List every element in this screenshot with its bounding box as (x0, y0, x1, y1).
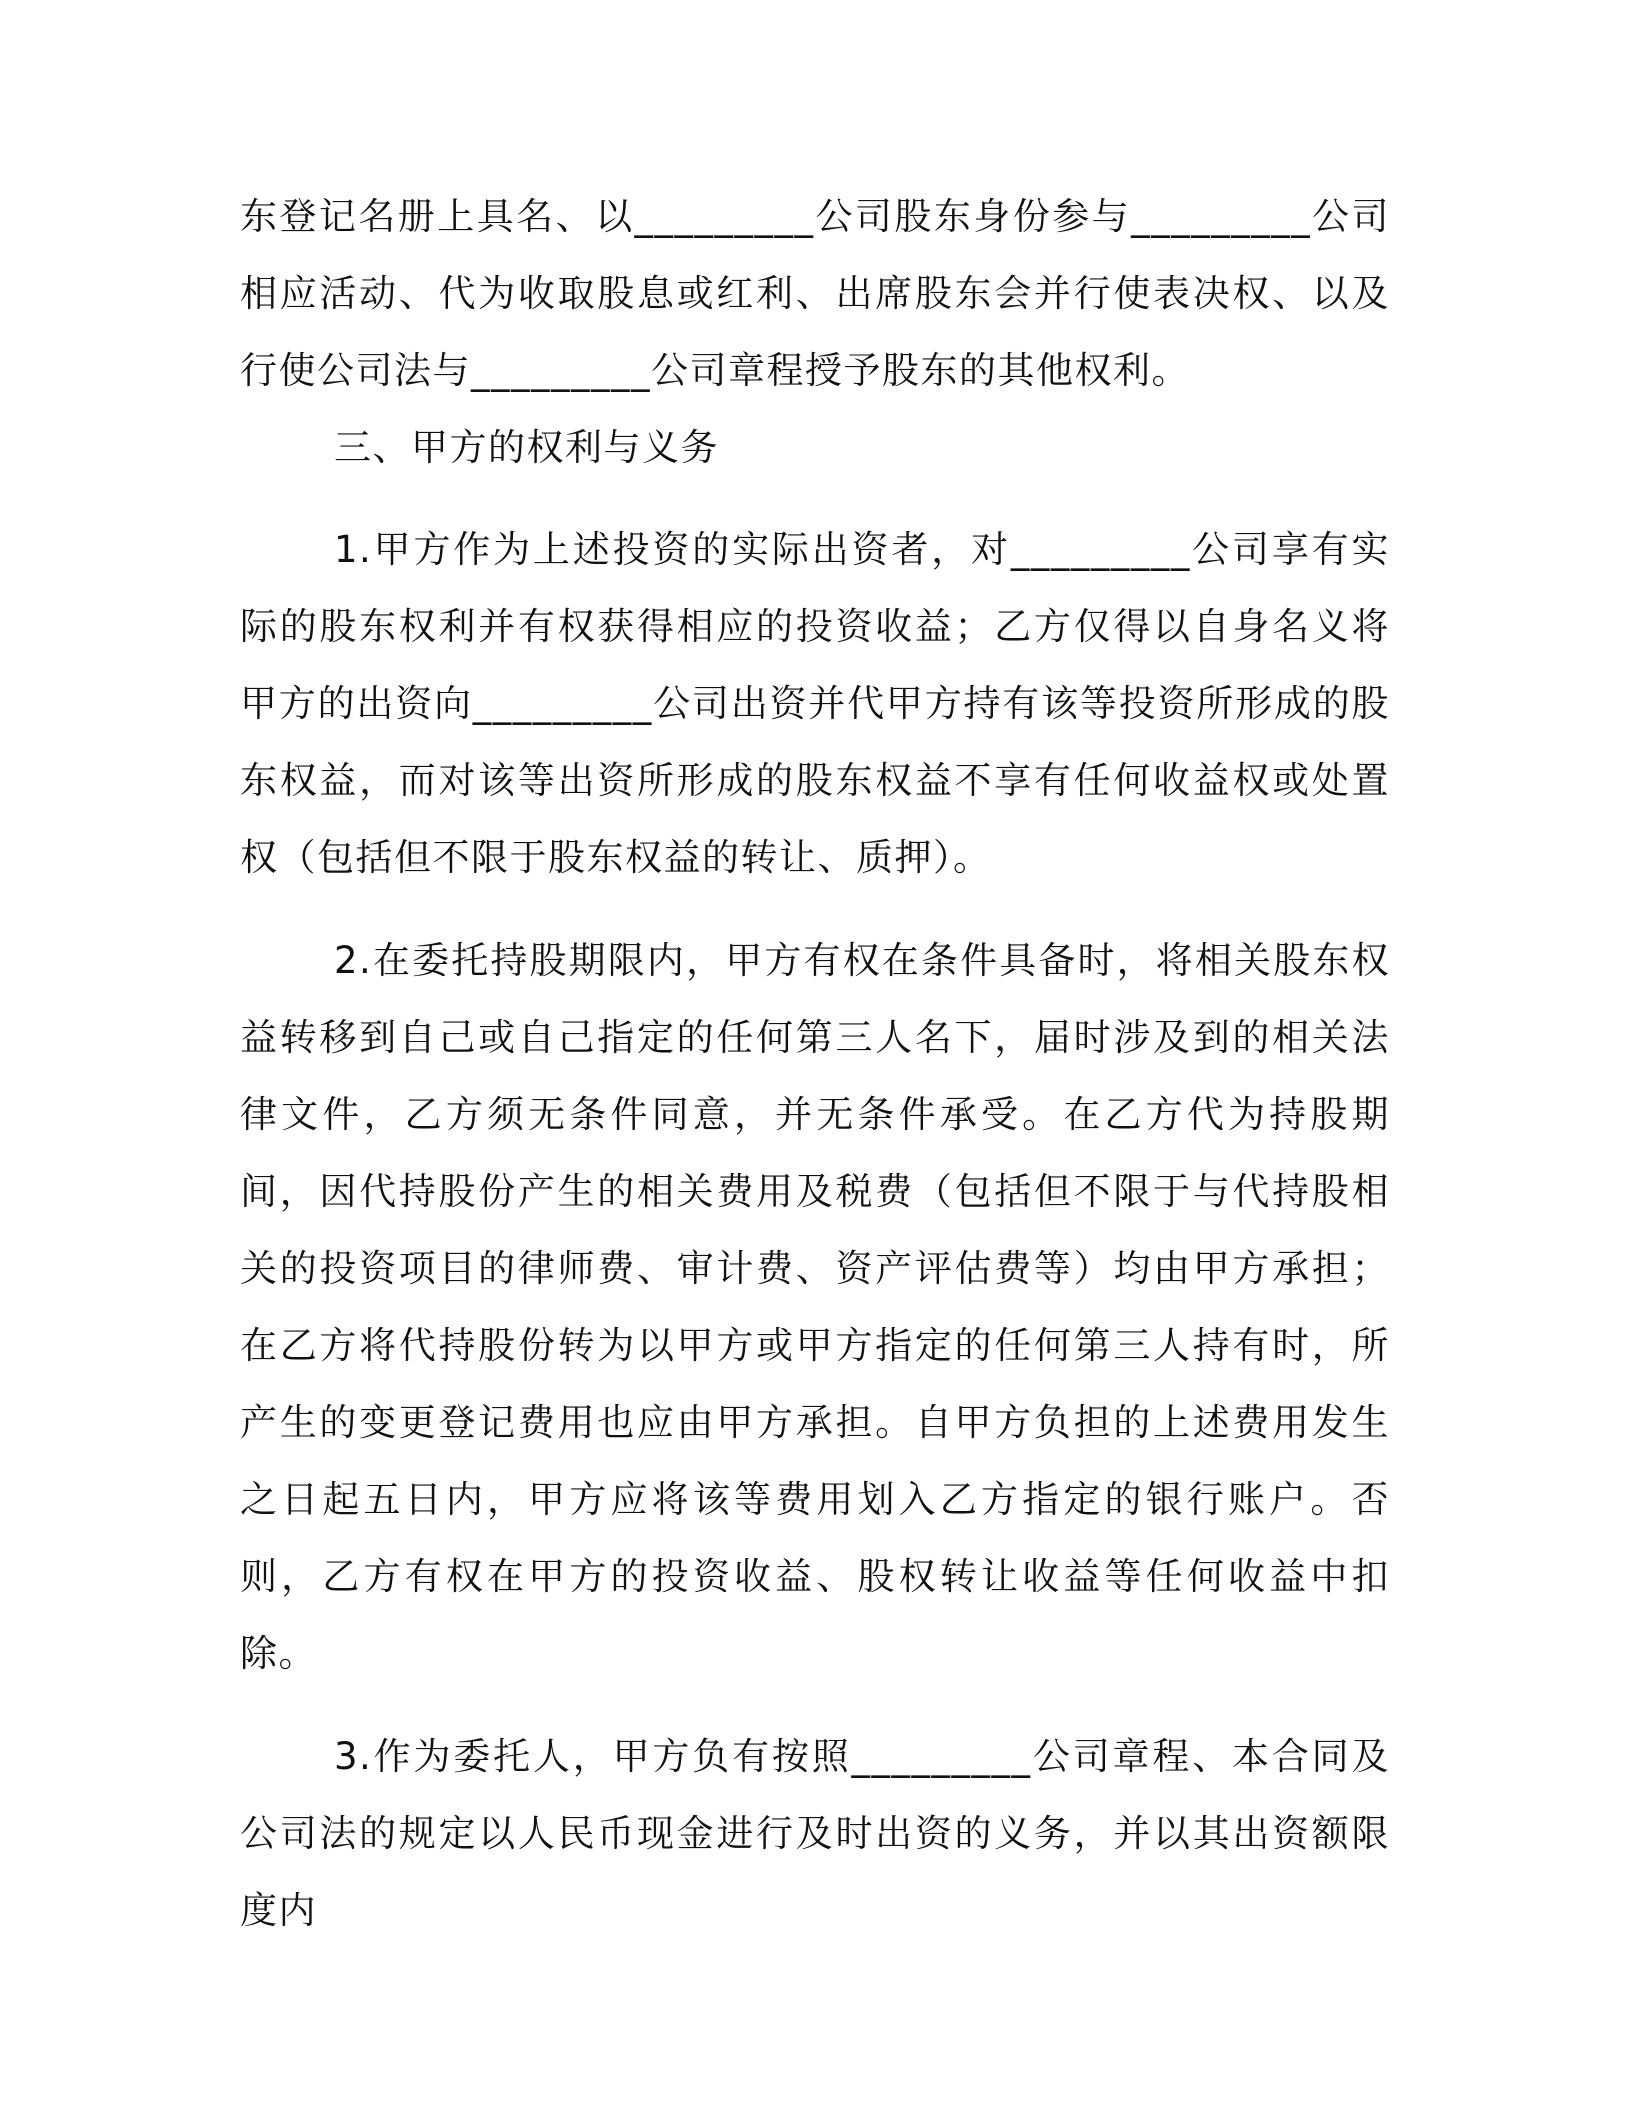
paragraph-1: 1.甲方作为上述投资的实际出资者，对_________公司享有实际的股东权利并有权获得相应的投资收益；乙方仅得以自身名义将甲方的出资向_________公司出资并代甲方持有该等投资所形成的股东权益，而对该等出资所形成的股东权益不享有任何收益权或处置权（包括但不限于股东权益的转让、质押）。 (240, 528, 1390, 879)
section-heading: 三、甲方的权利与义务 (334, 426, 719, 469)
paragraph-continuation: 东登记名册上具名、以_________公司股东身份参与_________公司相应活动、代为收取股息或红利、出席股东会并行使表决权、以及行使公司法与_________公司章程授予股东的其他权利。 (240, 195, 1390, 392)
paragraph-2: 2.在委托持股期限内，甲方有权在条件具备时，将相关股东权益转移到自己或自己指定的任何第三人名下，届时涉及到的相关法律文件，乙方须无条件同意，并无条件承受。在乙方代为持股期间，因代持股份产生的相关费用及税费（包括但不限于与代持股相关的投资项目的律师费、审计费、资产评估费等）均由甲方承担；在乙方将代持股份转为以甲方或甲方指定的任何第三人持有时，所产生的变更登记费用也应由甲方承担。自甲方负担的上述费用发生之日起五日内，甲方应将该等费用划入乙方指定的银行账户。否则，乙方有权在甲方的投资收益、股权转让收益等任何收益中扣除。 (240, 939, 1390, 1675)
document-page (240, 178, 1390, 1949)
paragraph-3: 3.作为委托人，甲方负有按照_________公司章程、本合同及公司法的规定以人民币现金进行及时出资的义务，并以其出资额限度内 (240, 1735, 1390, 1932)
